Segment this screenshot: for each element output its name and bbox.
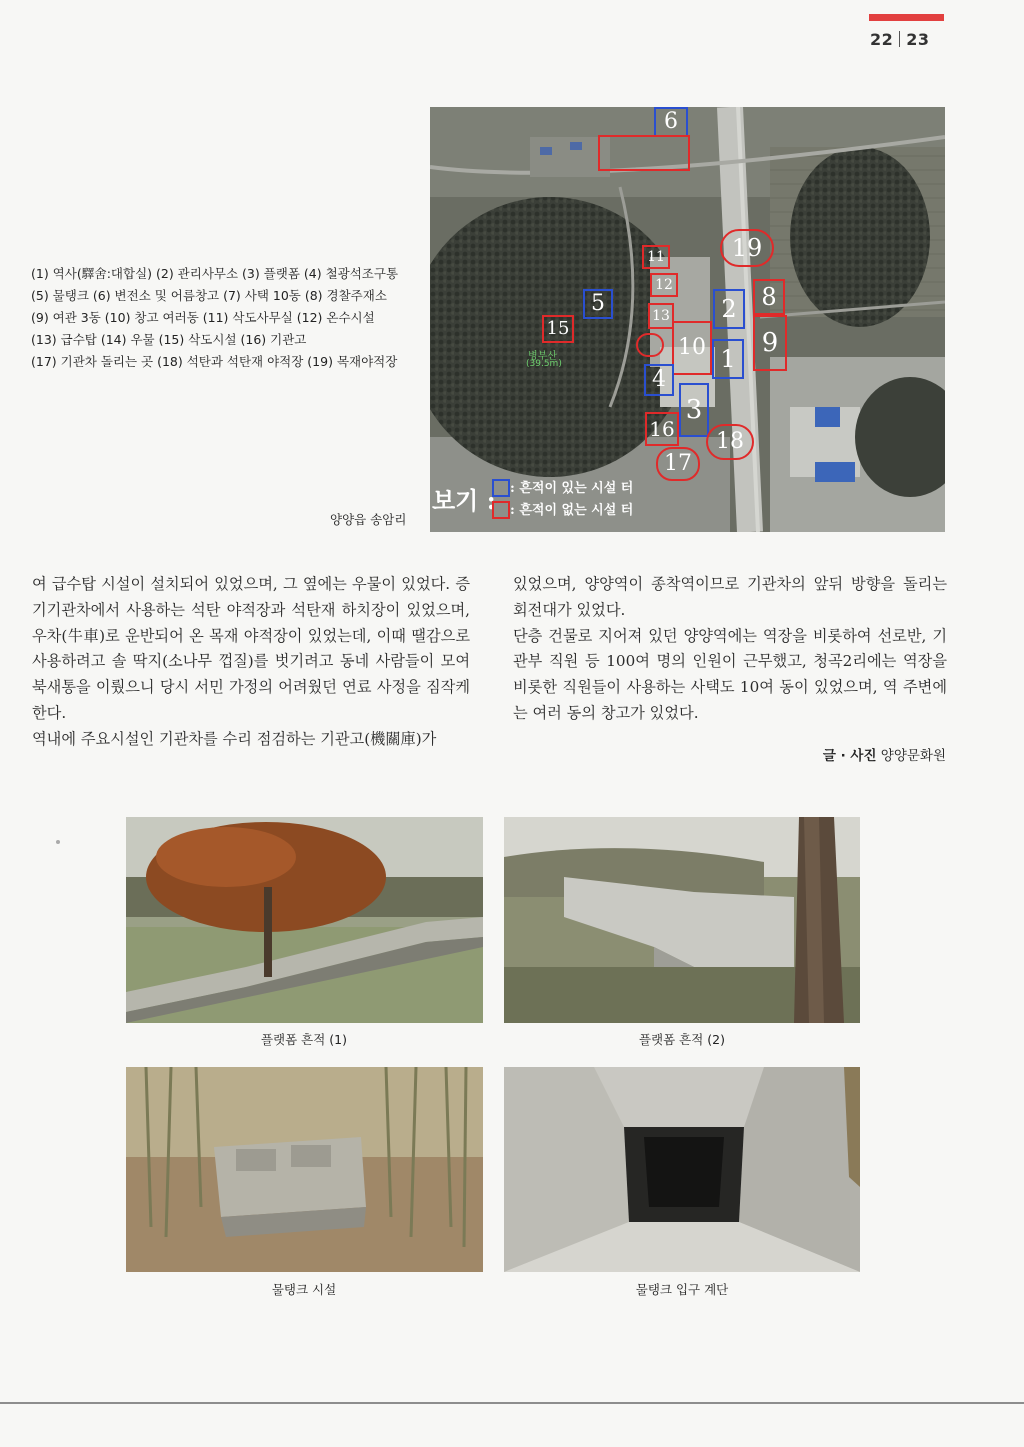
map-caption: 양양읍 송암리 bbox=[330, 512, 407, 527]
hill-height: (39.5m) bbox=[526, 359, 562, 369]
map-marker-14 bbox=[636, 333, 664, 357]
map-marker-17: 17 bbox=[656, 447, 700, 481]
credit-line bbox=[823, 744, 946, 764]
legend-line: (13) 급수탑 (14) 우물 (15) 삭도시설 (16) 기관고 bbox=[31, 332, 307, 347]
scan-edge-line bbox=[0, 1402, 1024, 1404]
map-marker-16: 16 bbox=[645, 412, 679, 446]
map-marker-13: 13 bbox=[648, 303, 674, 329]
legend-line: (17) 기관차 돌리는 곳 (18) 석탄과 석탄재 야적장 (19) 목재야적장 bbox=[31, 354, 398, 369]
body-column-left bbox=[32, 572, 470, 753]
body-column-right bbox=[513, 572, 947, 727]
key-blue-swatch bbox=[492, 479, 510, 497]
map-marker-1: 1 bbox=[712, 339, 744, 379]
map-marker-2: 2 bbox=[713, 289, 745, 329]
body-paragraph: 있었으며, 양양역이 종착역이므로 기관차의 앞뒤 방향을 돌리는 회전대가 있었다. bbox=[513, 575, 947, 619]
legend-line: (1) 역사(驛舍:대합실) (2) 관리사무소 (3) 플랫폼 (4) 철광석조구통 bbox=[31, 266, 399, 281]
map-marker-19: 19 bbox=[720, 229, 774, 267]
photo-platform-2 bbox=[504, 817, 860, 1023]
photo-water-tank bbox=[126, 1067, 483, 1272]
map-marker-6: 6 bbox=[654, 107, 688, 137]
aerial-map bbox=[430, 107, 945, 532]
map-marker-18: 18 bbox=[706, 424, 754, 460]
map-marker-7-area bbox=[598, 135, 690, 171]
map-marker-15: 15 bbox=[542, 315, 574, 343]
photo-caption: 물탱크 입구 계단 bbox=[635, 1282, 729, 1297]
photo-caption: 플랫폼 흔적 (1) bbox=[260, 1032, 348, 1047]
key-blue-label: : 흔적이 있는 시설 터 bbox=[510, 481, 634, 496]
page-numbers bbox=[870, 30, 930, 49]
key-red-swatch bbox=[492, 501, 510, 519]
map-marker-12: 12 bbox=[650, 273, 678, 297]
legend-line: (5) 물탱크 (6) 변전소 및 어름창고 (7) 사택 10동 (8) 경찰주재소 bbox=[31, 288, 387, 303]
facility-legend bbox=[31, 263, 426, 373]
hill-label: 병부산 bbox=[528, 351, 557, 362]
map-marker-10: 10 bbox=[672, 321, 712, 375]
photo-tank-entrance bbox=[504, 1067, 860, 1272]
body-paragraph: 단층 건물로 지어져 있던 양양역에는 역장을 비롯하여 선로반, 기관부 직원 등 100여 명의 인원이 근무했고, 청곡2리에는 역장을 비롯한 직원들이 사용하는 사택도 10여 동이 있었으며, 역 주변에는 여러 동의 창고가 있었다. bbox=[513, 626, 947, 722]
map-marker-3: 3 bbox=[679, 383, 709, 437]
map-key-title: 보기 : bbox=[432, 486, 496, 515]
map-marker-5: 5 bbox=[583, 289, 613, 319]
page-number-right: 23 bbox=[906, 30, 930, 49]
map-marker-11: 11 bbox=[642, 245, 670, 269]
body-paragraph: 여 급수탑 시설이 설치되어 있었으며, 그 옆에는 우물이 있었다. 증기기관차에서 사용하는 석탄 야적장과 석탄재 하치장이 있었으며, 우차(牛車)로 운반되어 온 목재 야적장이 있었는데, 이때 땔감으로 사용하려고 솔 딱지(소나무 껍질)를 벗기려고 동네 사람들이 모여 북새통을 이뤘으니 당시 서민 가정의 어려웠던 연료 사정을 짐작케 한다. bbox=[32, 575, 470, 722]
scan-speck bbox=[56, 840, 60, 844]
photo-caption: 물탱크 시설 bbox=[271, 1282, 337, 1297]
page-number-left: 22 bbox=[870, 30, 894, 49]
photo-caption: 플랫폼 흔적 (2) bbox=[638, 1032, 726, 1047]
map-marker-8: 8 bbox=[753, 279, 785, 315]
credit-org: 양양문화원 bbox=[880, 748, 946, 764]
key-red-label: : 흔적이 없는 시설 터 bbox=[510, 503, 634, 518]
credit-label: 글 · 사진 bbox=[822, 748, 877, 764]
map-marker-9: 9 bbox=[753, 315, 787, 371]
body-paragraph: 역내에 주요시설인 기관차를 수리 점검하는 기관고(機關庫)가 bbox=[32, 729, 437, 748]
map-marker-4: 4 bbox=[644, 364, 674, 396]
photo-platform-1 bbox=[126, 817, 483, 1023]
legend-line: (9) 여관 3동 (10) 창고 여러동 (11) 삭도사무실 (12) 온수시설 bbox=[31, 310, 375, 325]
page-number-divider bbox=[899, 31, 900, 47]
page-accent-bar bbox=[869, 14, 944, 21]
map-key bbox=[430, 473, 690, 523]
